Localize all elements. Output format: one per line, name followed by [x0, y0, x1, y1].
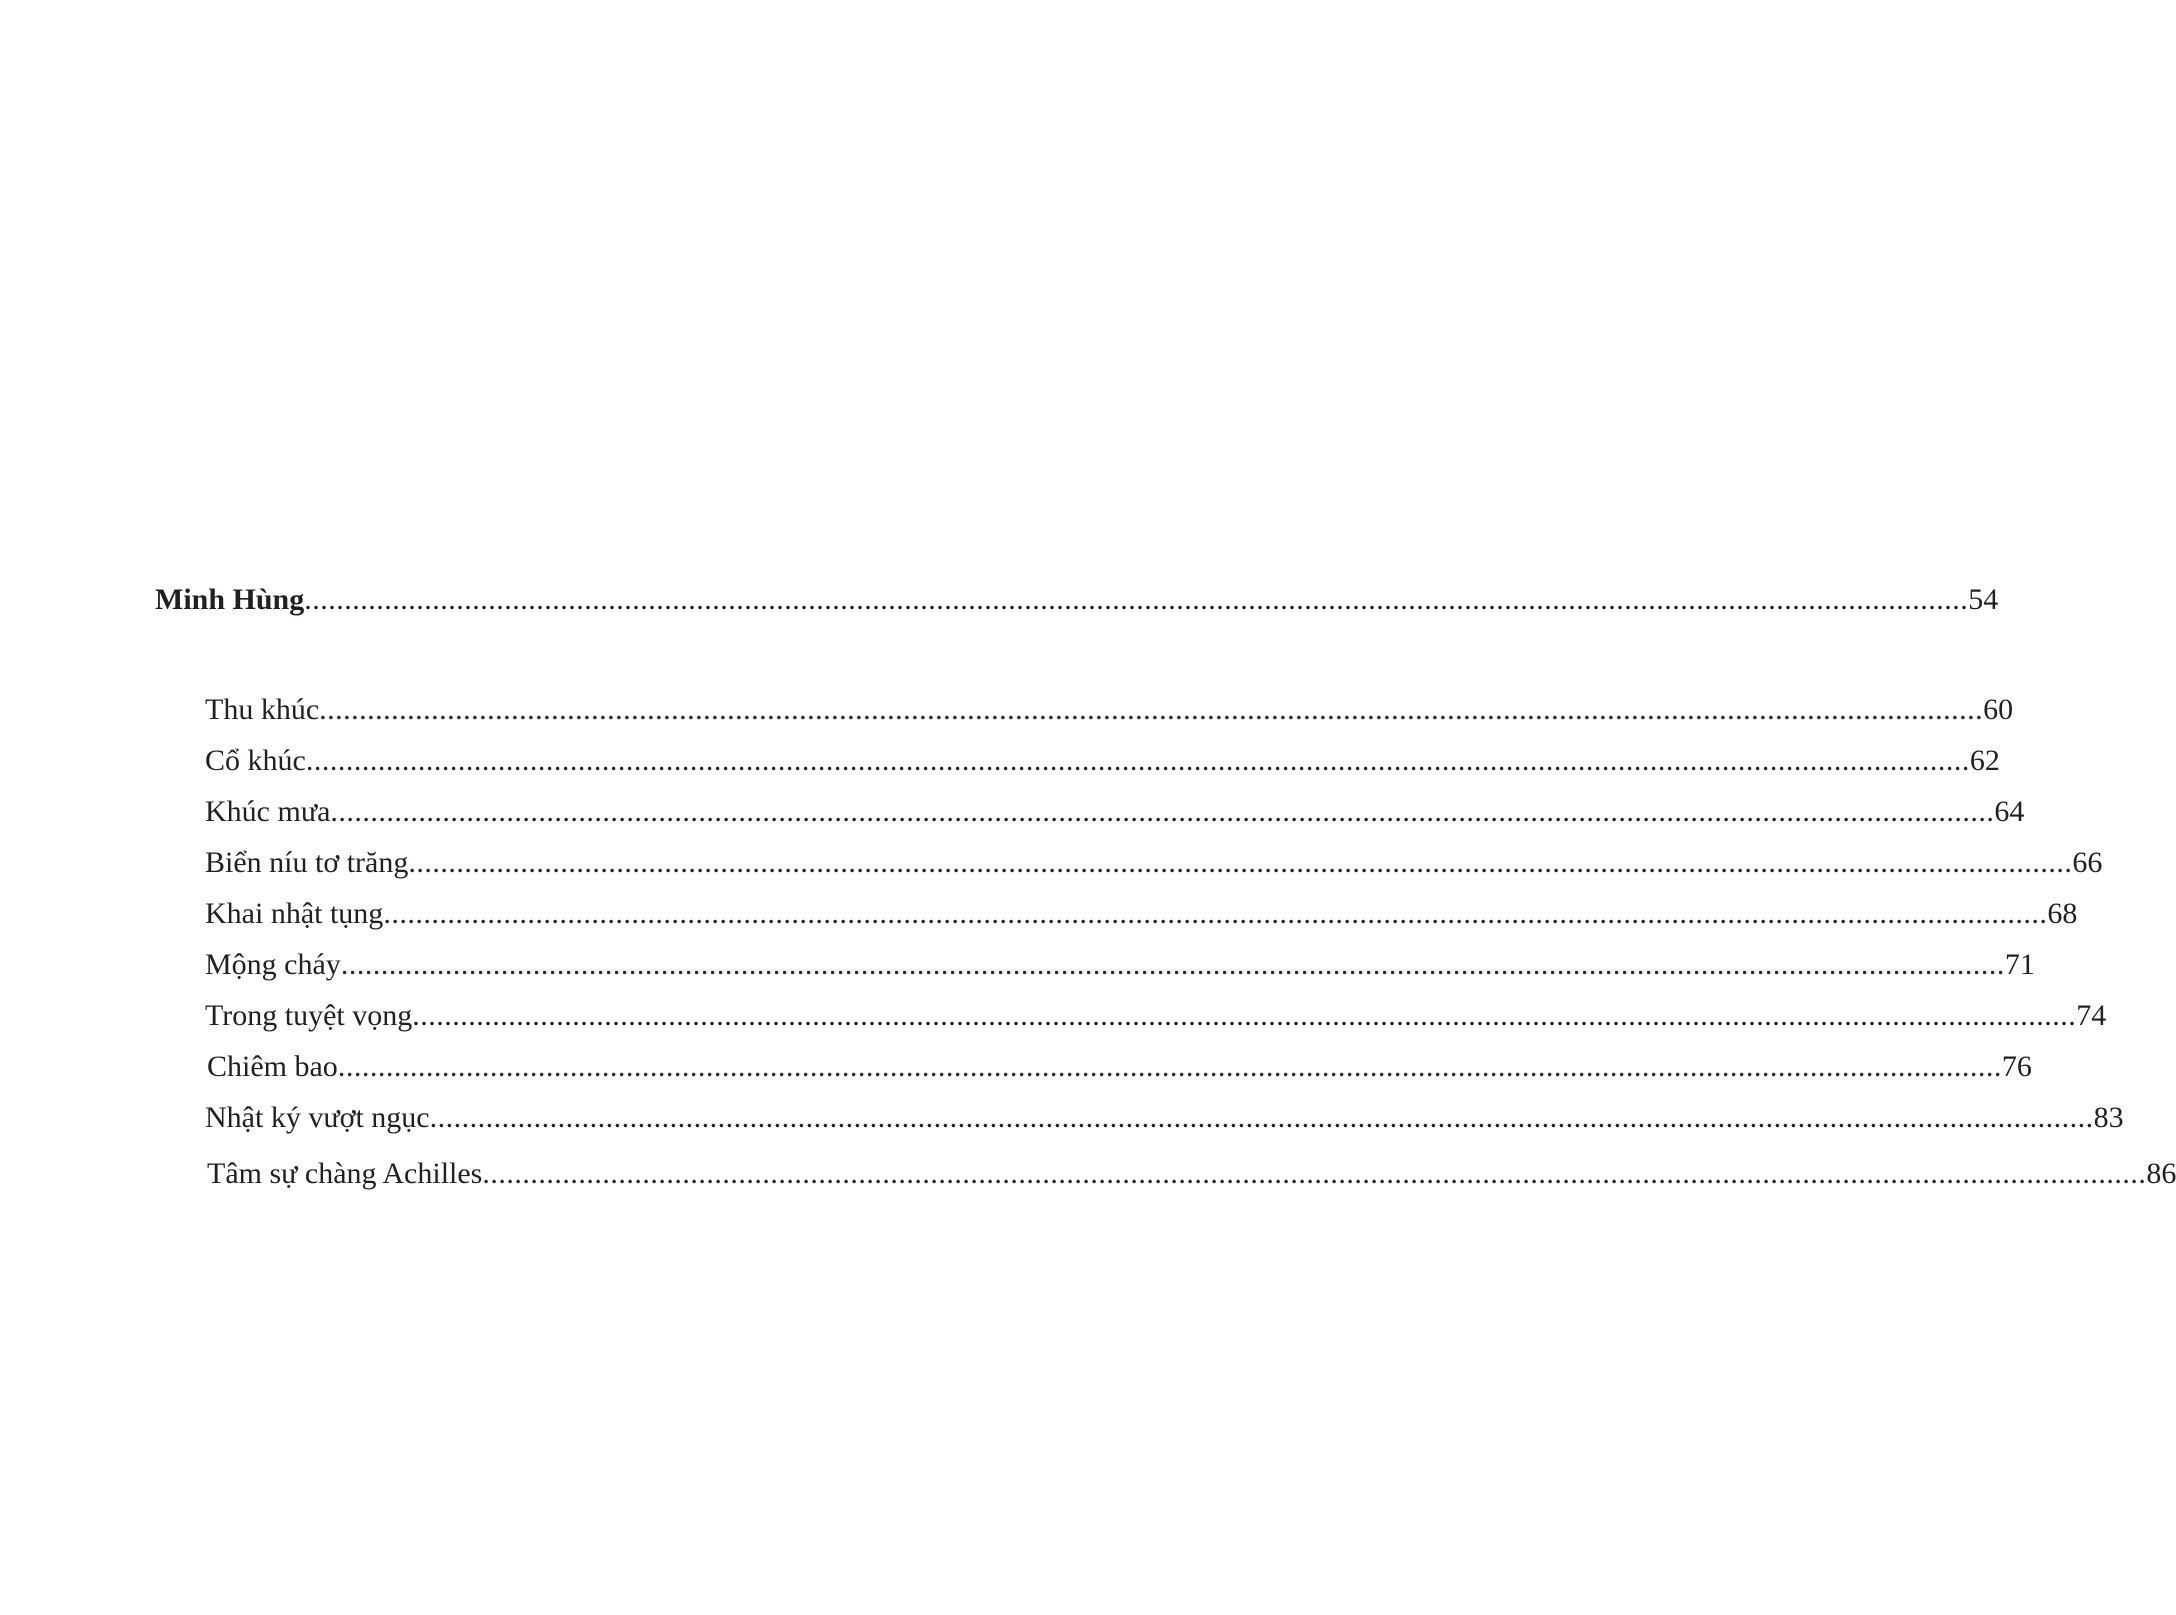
toc-page-number: 86	[2146, 1157, 2176, 1190]
toc-entry	[205, 846, 2103, 880]
toc-entry	[205, 1101, 2124, 1135]
toc-page-number: 83	[2093, 1101, 2124, 1134]
toc-entry	[205, 897, 2078, 931]
dot-leader: ................................................................................................................................................................................................................	[383, 897, 2048, 930]
toc-entry-title: Cổ khúc	[205, 744, 306, 777]
toc-author-heading	[155, 583, 1999, 617]
toc-entry	[205, 948, 2035, 982]
toc-author-name: Minh Hùng	[155, 583, 305, 616]
toc-page-number: 74	[2076, 999, 2107, 1032]
dot-leader: ................................................................................................................................................................................................................	[330, 795, 1995, 828]
dot-leader: ................................................................................................................................................................................................................	[429, 1101, 2094, 1134]
toc-entry-title: Nhật ký vượt ngục	[205, 1101, 430, 1134]
toc-entry-title: Tâm sự chàng Achilles	[207, 1157, 483, 1190]
toc-entry-title: Biển níu tơ trăng	[205, 846, 409, 879]
toc-entry	[207, 1050, 2032, 1084]
toc-entry	[205, 693, 2014, 727]
dot-leader: ................................................................................................................................................................................................................	[337, 1050, 2002, 1083]
toc-entry-title: Khúc mưa	[205, 795, 331, 828]
toc-page-number: 64	[1994, 795, 2025, 828]
dot-leader: ................................................................................................................................................................................................................	[408, 846, 2073, 879]
dot-leader: ................................................................................................................................................................................................................	[304, 583, 1969, 616]
toc-page-number: 68	[2047, 897, 2078, 930]
toc-entry	[205, 795, 2025, 829]
dot-leader: ................................................................................................................................................................................................................	[482, 1157, 2147, 1190]
dot-leader: ................................................................................................................................................................................................................	[319, 693, 1984, 726]
toc-page-number: 62	[1969, 744, 2000, 777]
toc-entry-title: Mộng cháy	[205, 948, 341, 981]
dot-leader: ................................................................................................................................................................................................................	[305, 744, 1970, 777]
toc-entry-title: Khai nhật tụng	[205, 897, 384, 930]
toc-entry	[205, 999, 2107, 1033]
toc-entry-title: Thu khúc	[205, 693, 320, 726]
toc-entry	[207, 1157, 2176, 1191]
toc-page-number: 66	[2072, 846, 2103, 879]
toc-page-number: 76	[2001, 1050, 2032, 1083]
toc-entry-title: Trong tuyệt vọng	[205, 999, 413, 1032]
toc-entry-title: Chiêm bao	[207, 1050, 338, 1083]
dot-leader: ................................................................................................................................................................................................................	[340, 948, 2005, 981]
toc-page-number: 71	[2004, 948, 2035, 981]
toc-page-number: 60	[1983, 693, 2014, 726]
dot-leader: ................................................................................................................................................................................................................	[412, 999, 2077, 1032]
toc-page-number: 54	[1968, 583, 1999, 616]
toc-entry	[205, 744, 2000, 778]
